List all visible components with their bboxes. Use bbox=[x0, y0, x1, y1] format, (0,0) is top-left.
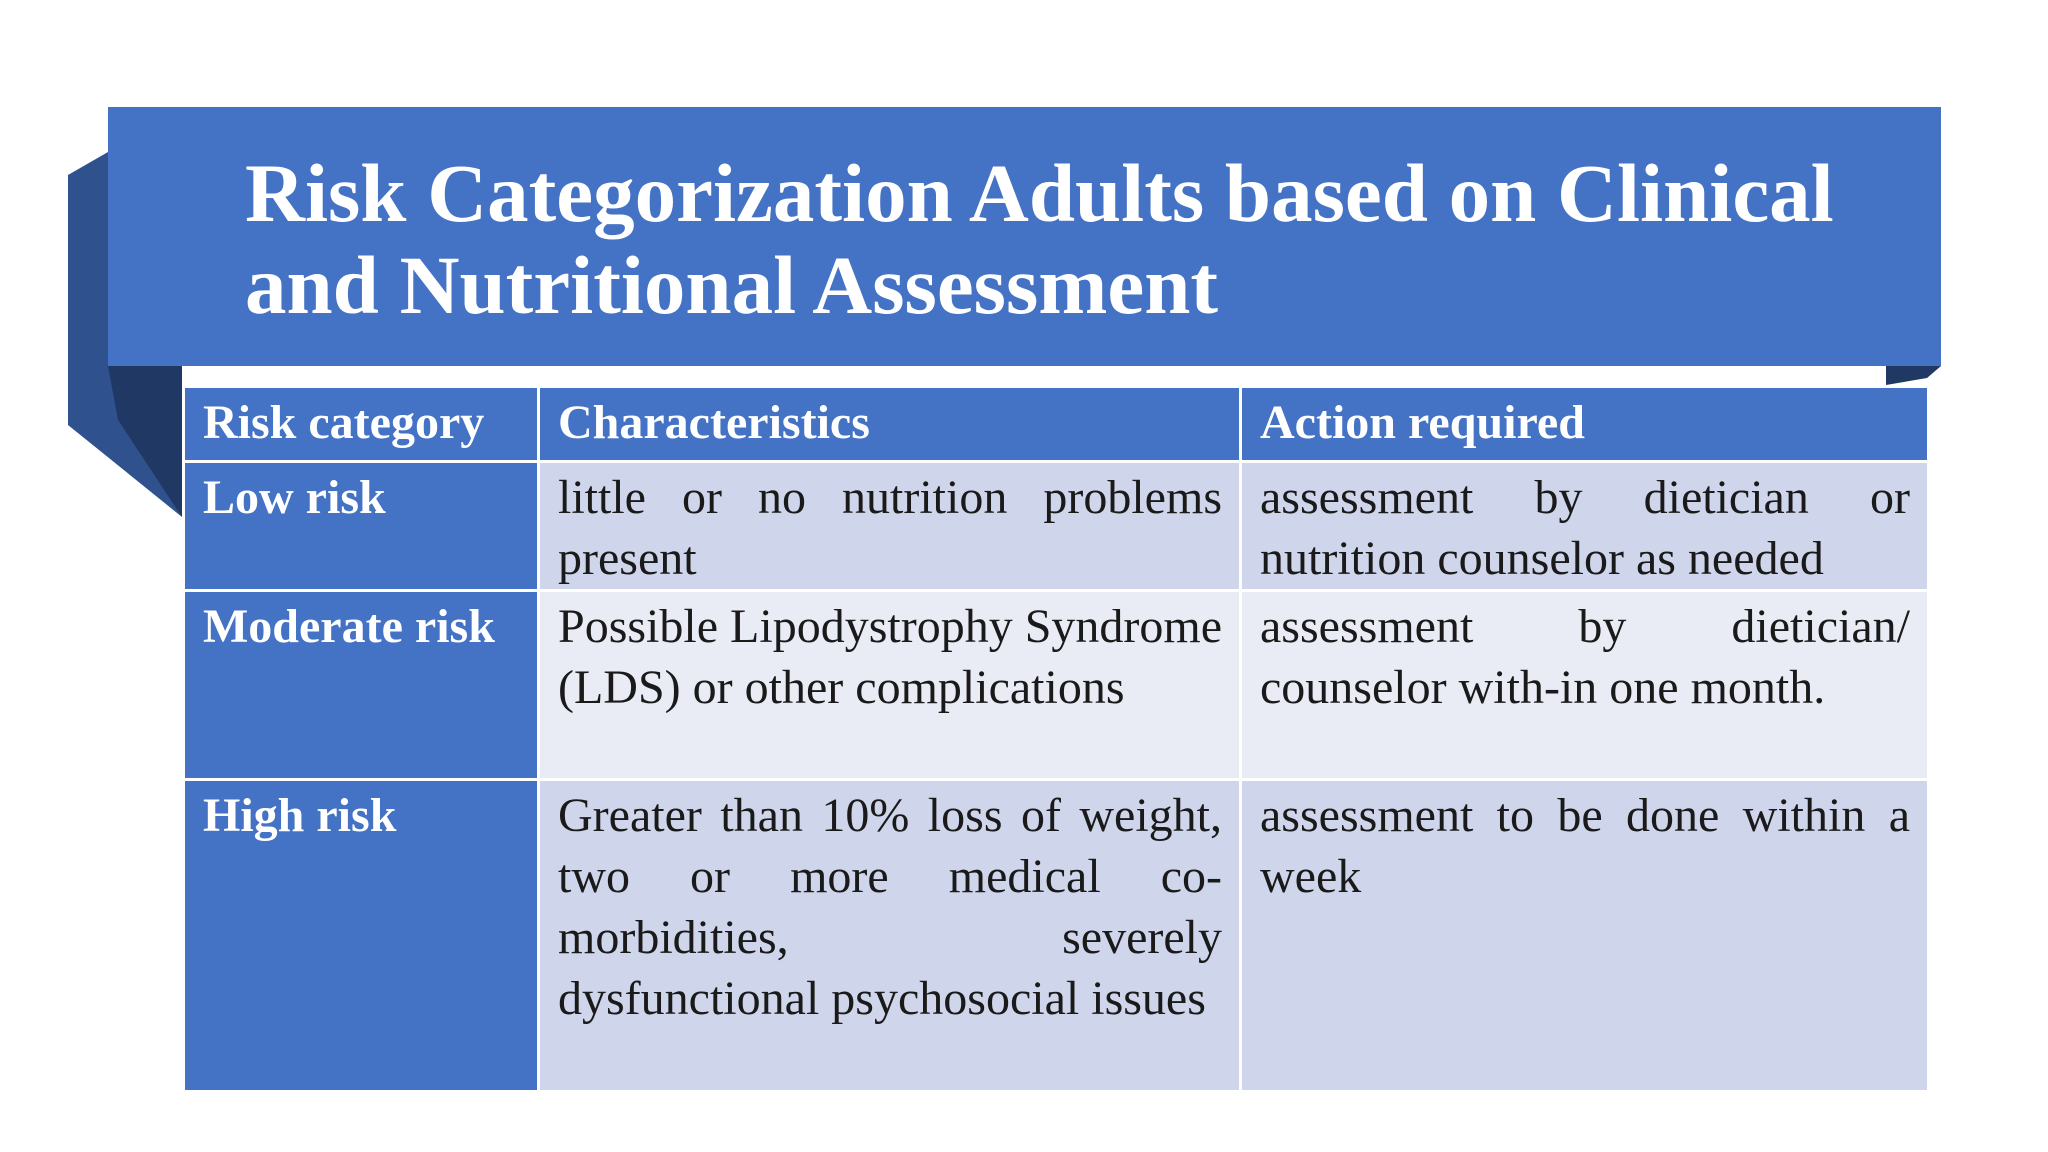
cell-characteristics: Greater than 10% loss of weight, two or more medical co-morbidities, severely dysfunctional psychosocial issues bbox=[539, 780, 1241, 1092]
table-row bbox=[184, 462, 1929, 591]
ribbon-right-fold bbox=[1886, 366, 1941, 385]
header-action-required: Action required bbox=[1241, 387, 1929, 462]
table-row bbox=[184, 780, 1929, 1092]
title-banner bbox=[108, 107, 1941, 366]
header-characteristics: Characteristics bbox=[539, 387, 1241, 462]
cell-category: Low risk bbox=[184, 462, 539, 591]
cell-action: assessment to be done within a week bbox=[1241, 780, 1929, 1092]
cell-category: Moderate risk bbox=[184, 591, 539, 780]
cell-characteristics: little or no nutrition problems present bbox=[539, 462, 1241, 591]
page-title: Risk Categorization Adults based on Clinical and Nutritional Assessment bbox=[245, 147, 1834, 331]
header-risk-category: Risk category bbox=[184, 387, 539, 462]
cell-characteristics: Possible Lipodystrophy Syndrome (LDS) or other complications bbox=[539, 591, 1241, 780]
table-header-row bbox=[184, 387, 1929, 462]
cell-category: High risk bbox=[184, 780, 539, 1092]
risk-table bbox=[182, 385, 1930, 1093]
cell-action: assessment by dietician/ counselor with-in one month. bbox=[1241, 591, 1929, 780]
table-row bbox=[184, 591, 1929, 780]
cell-action: assessment by dietician or nutrition counselor as needed bbox=[1241, 462, 1929, 591]
